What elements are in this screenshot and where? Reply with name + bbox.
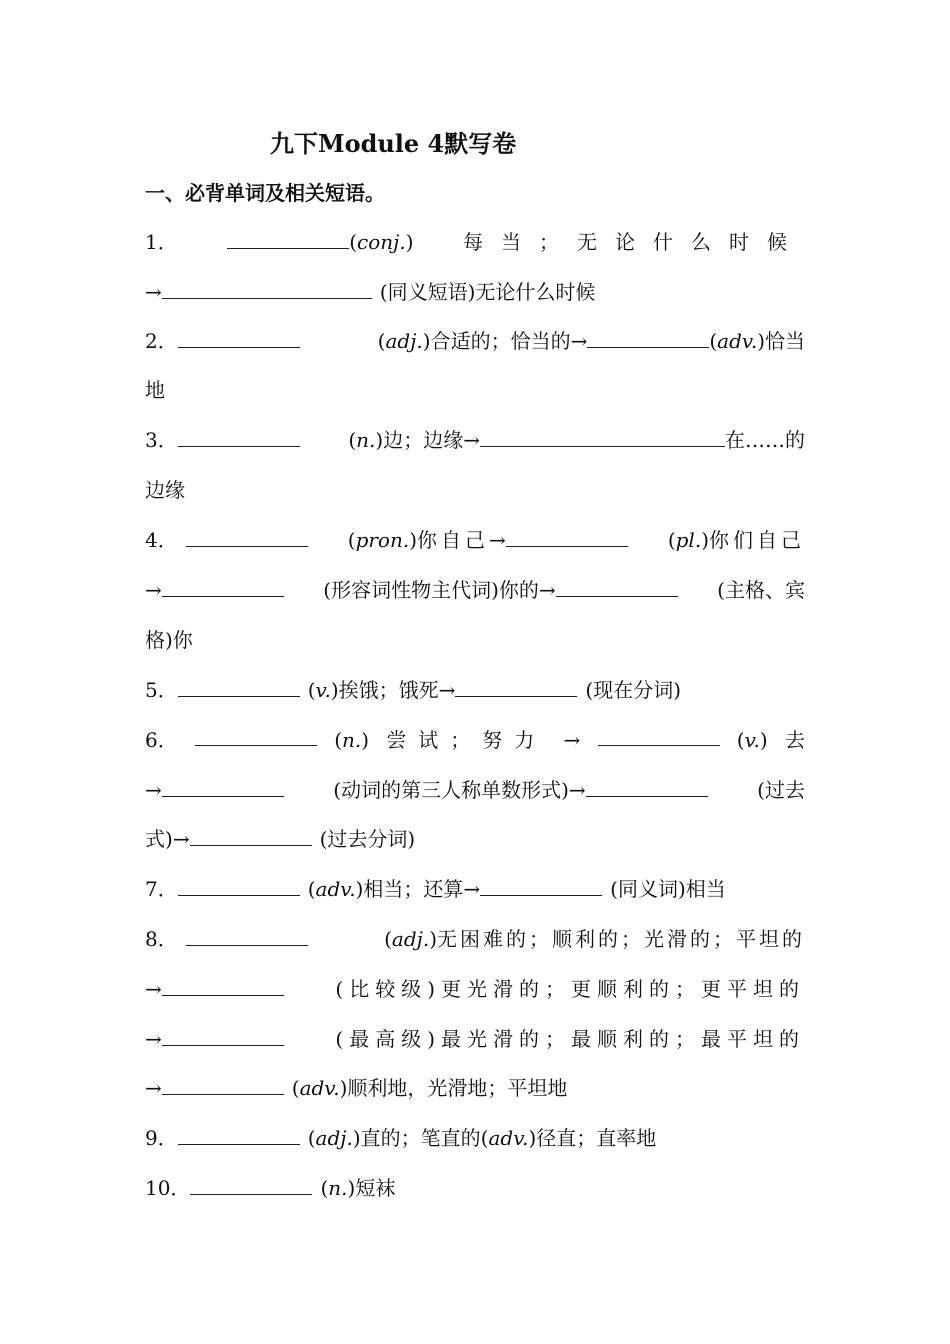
answer-blank[interactable] — [178, 875, 300, 896]
arrow-symbol: → — [172, 827, 190, 851]
item-number: 5． — [145, 678, 178, 702]
arrow-symbol: → — [463, 428, 480, 452]
answer-blank[interactable] — [480, 426, 725, 447]
arrow-symbol: → — [145, 578, 162, 602]
part-of-speech: conj. — [357, 230, 406, 254]
item-number: 2． — [145, 329, 178, 353]
answer-blank[interactable] — [162, 1074, 284, 1095]
answer-blank[interactable] — [186, 526, 308, 547]
part-of-speech: adv. — [299, 1076, 340, 1100]
item-4-line-2 — [145, 575, 805, 605]
note-text: 格)你 — [145, 628, 193, 652]
note-text: 式) — [145, 827, 173, 851]
item-4-line-3 — [145, 625, 805, 655]
meaning-text: 你们自己 — [709, 528, 805, 552]
meaning-text: 合适的；恰当的 — [430, 329, 571, 353]
answer-blank[interactable] — [598, 725, 720, 746]
meaning-text: 恰当 — [765, 329, 805, 353]
part-of-speech: v. — [744, 728, 760, 752]
meaning-text: 你自己 — [417, 528, 490, 552]
part-of-speech: adj. — [315, 1126, 353, 1150]
item-9-line-1: 9． (adj.)直的；笔直的(adv.)径直；直率地 — [145, 1123, 805, 1153]
answer-blank[interactable] — [162, 278, 372, 299]
item-number: 8． — [145, 927, 178, 951]
arrow-symbol: → — [563, 728, 581, 752]
item-number: 6． — [145, 728, 178, 752]
phrase-text: 边缘 — [145, 478, 185, 502]
item-8-line-2 — [145, 974, 805, 1004]
arrow-symbol: → — [438, 678, 456, 702]
answer-blank[interactable] — [162, 975, 284, 996]
meaning-text: 去 — [784, 728, 805, 752]
note-text: (动词的第三人称单数形式) — [333, 778, 569, 802]
part-of-speech: pron. — [355, 528, 410, 552]
answer-blank[interactable] — [162, 776, 284, 797]
meaning-text: 尝试；努力 — [386, 728, 547, 752]
note-text: (主格、宾 — [717, 578, 805, 602]
item-8-line-3 — [145, 1024, 805, 1054]
answer-blank[interactable] — [190, 825, 312, 846]
note-text: (现在分词) — [585, 678, 682, 702]
answer-blank[interactable] — [178, 327, 300, 348]
answer-blank[interactable] — [480, 875, 602, 896]
answer-blank[interactable] — [455, 676, 577, 697]
item-5-line-1: 5． (v.)挨饿；饿死→ (现在分词) — [145, 675, 805, 705]
note-text: (形容词性物主代词)你的 — [323, 578, 539, 602]
page-title: 九下Module 4默写卷 — [270, 129, 517, 158]
part-of-speech: adv. — [717, 329, 758, 353]
answer-blank[interactable] — [186, 925, 308, 946]
part-of-speech: v. — [315, 678, 331, 702]
part-of-speech: n. — [342, 728, 362, 752]
arrow-symbol: → — [568, 778, 586, 802]
arrow-symbol: → — [145, 1076, 162, 1100]
item-number: 3． — [145, 428, 178, 452]
phrase-text: 在……的 — [725, 428, 805, 452]
item-6-line-2 — [145, 775, 805, 805]
item-number: 1． — [145, 230, 178, 254]
item-number: 4． — [145, 528, 178, 552]
note-text: (比较级)更光滑的；更顺利的；更平坦的 — [335, 977, 805, 1001]
part-of-speech: n. — [356, 428, 376, 452]
item-number: 7． — [145, 877, 178, 901]
item-1-line-1: 1． (conj.) 每当；无论什么时候 — [145, 227, 805, 257]
answer-blank[interactable] — [556, 576, 678, 597]
part-of-speech: adv. — [488, 1126, 529, 1150]
arrow-symbol: → — [570, 329, 588, 353]
meaning-text: 边；边缘 — [383, 428, 464, 452]
part-of-speech: adj. — [385, 329, 423, 353]
meaning-text: 无困难的；顺利的；光滑的；平坦的 — [437, 927, 805, 951]
item-number: 10． — [145, 1176, 191, 1200]
item-8-line-1: 8． (adj.)无困难的；顺利的；光滑的；平坦的 — [145, 924, 805, 954]
item-1-line-2 — [145, 277, 805, 307]
arrow-symbol: → — [145, 977, 162, 1001]
answer-blank[interactable] — [190, 1174, 312, 1195]
item-2-line-2 — [145, 375, 805, 405]
answer-blank[interactable] — [162, 576, 284, 597]
note-text: (同义词)相当 — [610, 877, 726, 901]
item-2-line-1: 2． (adj.)合适的；恰当的→ (adv.)恰当 — [145, 326, 805, 356]
answer-blank[interactable] — [178, 676, 300, 697]
arrow-symbol: → — [489, 528, 506, 552]
item-3-line-2 — [145, 475, 805, 505]
meaning-text: 直的；笔直的 — [360, 1126, 481, 1150]
meaning-text: 顺利地，光滑地；平坦地 — [347, 1076, 568, 1100]
answer-blank[interactable] — [178, 426, 300, 447]
answer-blank[interactable] — [586, 776, 708, 797]
item-number: 9． — [145, 1126, 178, 1150]
note-text: (过去 — [757, 778, 805, 802]
meaning-text: 每当；无论什么时候 — [462, 230, 805, 254]
part-of-speech: adv. — [315, 877, 356, 901]
arrow-symbol: → — [145, 1027, 162, 1051]
arrow-symbol: → — [463, 877, 481, 901]
item-6-line-1: 6． (n.) 尝试；努力 → (v.) 去 — [145, 725, 805, 755]
arrow-symbol: → — [538, 578, 556, 602]
answer-blank[interactable] — [178, 1124, 300, 1145]
item-6-line-3 — [145, 824, 805, 854]
item-8-line-4: → (adv.)顺利地，光滑地；平坦地 — [145, 1073, 805, 1103]
arrow-symbol: → — [145, 778, 162, 802]
meaning-text: 短袜 — [355, 1176, 396, 1200]
meaning-text: 地 — [145, 378, 165, 402]
note-text: (同义短语)无论什么时候 — [379, 280, 596, 304]
meaning-text: 径直；直率地 — [536, 1126, 657, 1150]
note-text: (过去分词) — [319, 827, 416, 851]
section-heading: 一、必背单词及相关短语。 — [145, 181, 385, 205]
meaning-text: 挨饿；饿死 — [338, 678, 439, 702]
answer-blank[interactable] — [195, 725, 317, 746]
item-10-line-1: 10． (n.)短袜 — [145, 1173, 805, 1203]
answer-blank[interactable] — [162, 1025, 284, 1046]
answer-blank[interactable] — [227, 228, 349, 249]
meaning-text: 相当；还算 — [363, 877, 464, 901]
part-of-speech: adj. — [391, 927, 430, 951]
part-of-speech: n. — [328, 1176, 348, 1200]
answer-blank[interactable] — [506, 526, 628, 547]
item-3-line-1: 3． (n.)边；边缘→ 在……的 — [145, 425, 805, 455]
item-7-line-1: 7． (adv.)相当；还算→ (同义词)相当 — [145, 874, 805, 904]
part-of-speech: pl. — [675, 528, 702, 552]
note-text: (最高级)最光滑的；最顺利的；最平坦的 — [335, 1027, 805, 1051]
arrow-symbol: → — [145, 280, 162, 304]
item-4-line-1: 4． (pron.)你自己→ (pl.)你们自己 — [145, 525, 805, 555]
answer-blank[interactable] — [587, 327, 709, 348]
